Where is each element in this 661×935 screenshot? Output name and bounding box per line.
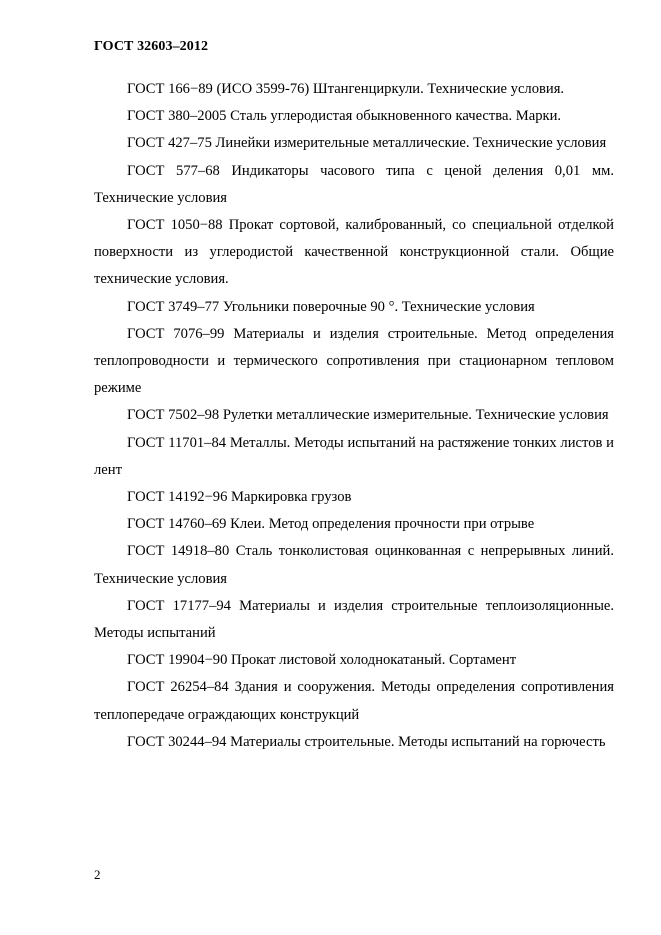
reference-item: ГОСТ 1050−88 Прокат сортовой, калиброванный, со специальной отделкой поверхности из углеродистой качественной конструкционной стали. Общие технические условия. bbox=[94, 217, 614, 288]
page-number: 2 bbox=[94, 867, 101, 882]
reference-item: ГОСТ 427–75 Линейки измерительные металлические. Технические условия bbox=[127, 135, 607, 152]
reference-item: ГОСТ 380–2005 Сталь углеродистая обыкновенного качества. Марки. bbox=[127, 108, 562, 125]
reference-item: ГОСТ 7076–99 Материалы и изделия строительные. Метод определения теплопроводности и термического сопротивления при стационарном тепловом режиме bbox=[94, 325, 614, 397]
document-header: ГОСТ 32603–2012 bbox=[94, 39, 209, 54]
reference-item: ГОСТ 577–68 Индикаторы часового типа с ценой деления 0,01 мм. Технические условия bbox=[94, 162, 614, 206]
normative-references-list bbox=[94, 76, 614, 756]
reference-item: ГОСТ 26254–84 Здания и сооружения. Методы определения сопротивления теплопередаче ограждающих конструкций bbox=[94, 679, 614, 723]
reference-item: ГОСТ 30244–94 Материалы строительные. Методы испытаний на горючесть bbox=[127, 733, 606, 750]
reference-item: ГОСТ 14760–69 Клеи. Метод определения прочности при отрыве bbox=[127, 516, 535, 533]
reference-item: ГОСТ 17177–94 Материалы и изделия строительные теплоизоляционные. Методы испытаний bbox=[94, 597, 614, 642]
reference-item: ГОСТ 19904−90 Прокат листовой холоднокатаный. Сортамент bbox=[127, 652, 517, 669]
reference-item: ГОСТ 14918–80 Сталь тонколистовая оцинкованная с непрерывных линий. Технические условия bbox=[94, 543, 614, 587]
reference-item: ГОСТ 3749–77 Угольники поверочные 90 °. Технические условия bbox=[127, 298, 535, 315]
reference-item: ГОСТ 11701–84 Металлы. Методы испытаний на растяжение тонких листов и лент bbox=[94, 434, 614, 478]
reference-item: ГОСТ 166−89 (ИСО 3599-76) Штангенциркули. Технические условия. bbox=[127, 81, 565, 97]
reference-item: ГОСТ 14192−96 Маркировка грузов bbox=[127, 489, 352, 506]
reference-item: ГОСТ 7502–98 Рулетки металлические измерительные. Технические условия bbox=[127, 407, 609, 424]
